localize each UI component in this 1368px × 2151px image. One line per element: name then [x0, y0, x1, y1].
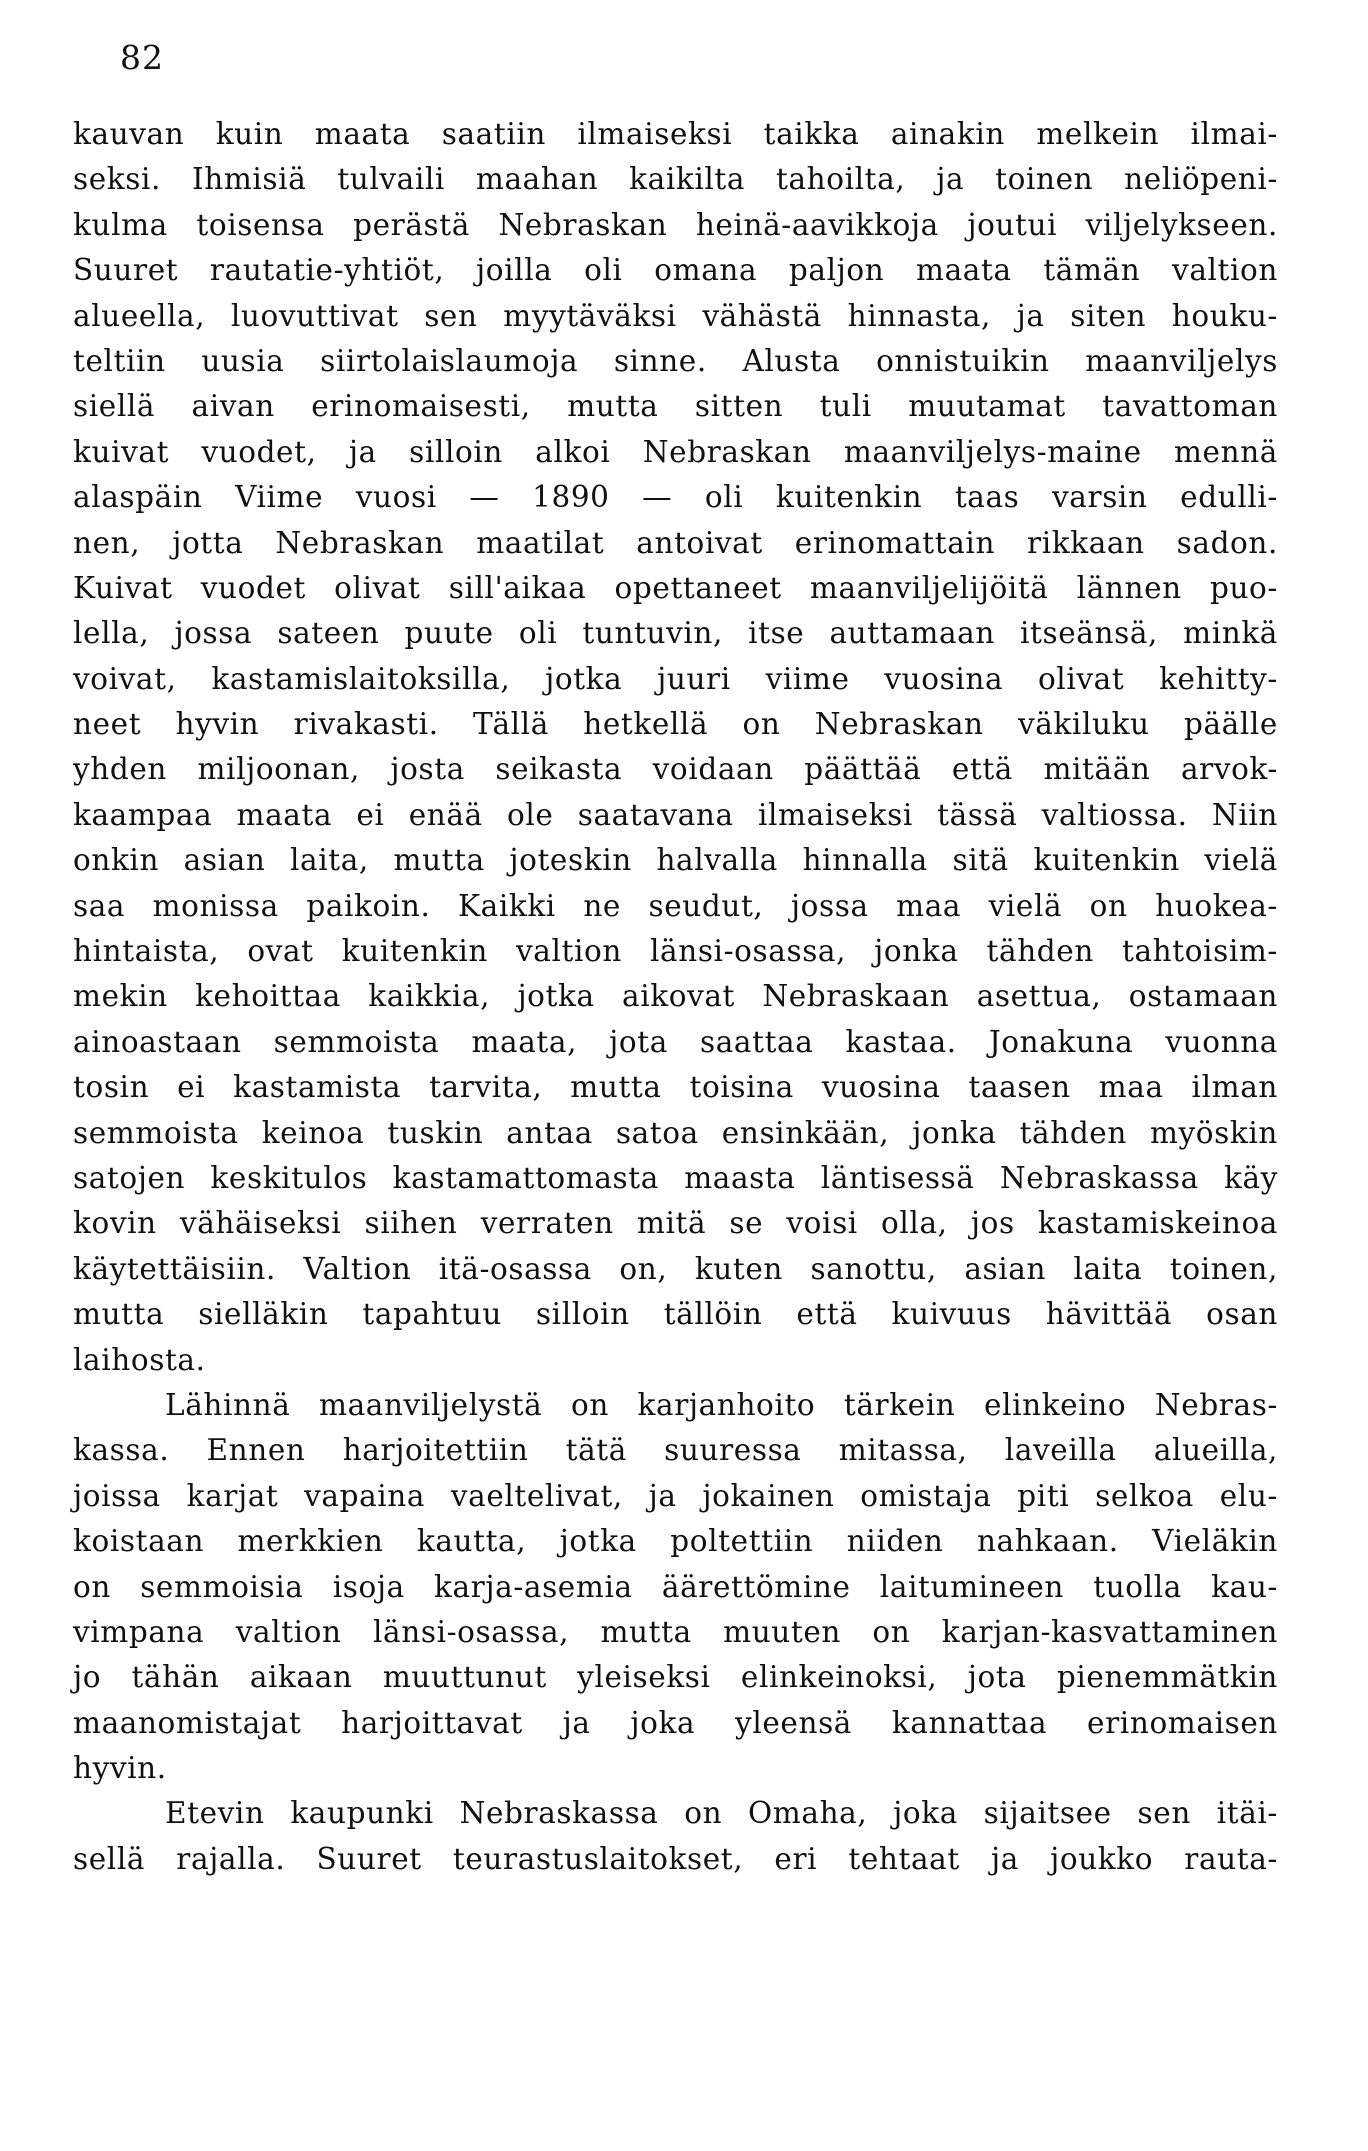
text-line: mutta sielläkin tapahtuu silloin tällöin että kuivuus hävittää osan	[73, 1297, 1278, 1332]
text-line: käytettäisiin. Valtion itä-osassa on, kuten sanottu, asian laita toinen,	[73, 1251, 1278, 1286]
text-line: joissa karjat vapaina vaeltelivat, ja jokainen omistaja piti selkoa elu-	[73, 1478, 1278, 1513]
text-line: kuivat vuodet, ja silloin alkoi Nebraskan maanviljelys-maine mennä	[73, 434, 1278, 469]
text-line: siellä aivan erinomaisesti, mutta sitten tuli muutamat tavattoman	[73, 389, 1278, 424]
text-line: Etevin kaupunki Nebraskassa on Omaha, joka sijaitsee sen itäi-	[165, 1796, 1278, 1831]
text-line: sellä rajalla. Suuret teurastuslaitokset, eri tehtaat ja joukko rauta-	[73, 1841, 1278, 1876]
page-number: 82	[120, 38, 164, 77]
text-line: Kuivat vuodet olivat sill'aikaa opettaneet maanviljelijöitä lännen puo-	[73, 570, 1278, 605]
text-line: jo tähän aikaan muuttunut yleiseksi elinkeinoksi, jota pienemmätkin	[73, 1660, 1278, 1695]
text-line: kaampaa maata ei enää ole saatavana ilmaiseksi tässä valtiossa. Niin	[73, 797, 1278, 832]
text-line: alaspäin Viime vuosi — 1890 — oli kuitenkin taas varsin edulli-	[73, 480, 1278, 515]
text-line: alueella, luovuttivat sen myytäväksi vähästä hinnasta, ja siten houku-	[73, 298, 1278, 333]
text-line: neet hyvin rivakasti. Tällä hetkellä on Nebraskan väkiluku päälle	[73, 707, 1278, 742]
text-line: tosin ei kastamista tarvita, mutta toisina vuosina taasen maa ilman	[73, 1070, 1278, 1105]
text-line: onkin asian laita, mutta joteskin halvalla hinnalla sitä kuitenkin vielä	[73, 843, 1278, 878]
text-line: laihosta.	[73, 1342, 206, 1377]
text-line: hyvin.	[73, 1751, 167, 1786]
text-line: nen, jotta Nebraskan maatilat antoivat erinomattain rikkaan sadon.	[73, 525, 1278, 560]
text-line: koistaan merkkien kautta, jotka poltettiin niiden nahkaan. Vieläkin	[73, 1524, 1278, 1559]
text-line: Suuret rautatie-yhtiöt, joilla oli omana paljon maata tämän valtion	[73, 253, 1278, 288]
text-line: teltiin uusia siirtolaislaumoja sinne. Alusta onnistuikin maanviljelys	[73, 343, 1278, 378]
text-line: maanomistajat harjoittavat ja joka yleensä kannattaa erinomaisen	[73, 1705, 1278, 1740]
text-line: voivat, kastamislaitoksilla, jotka juuri viime vuosina olivat kehitty-	[73, 661, 1278, 696]
text-line: yhden miljoonan, josta seikasta voidaan päättää että mitään arvok-	[73, 752, 1278, 787]
text-line: kauvan kuin maata saatiin ilmaiseksi taikka ainakin melkein ilmai-	[73, 117, 1278, 151]
text-line: hintaista, ovat kuitenkin valtion länsi-osassa, jonka tähden tahtoisim-	[73, 934, 1278, 969]
text-line: on semmoisia isoja karja-asemia äärettömine laitumineen tuolla kau-	[73, 1569, 1278, 1604]
body-text	[73, 112, 1278, 1882]
text-line: mekin kehoittaa kaikkia, jotka aikovat Nebraskaan asettua, ostamaan	[73, 979, 1278, 1014]
text-line: Lähinnä maanviljelystä on karjanhoito tärkein elinkeino Nebras-	[165, 1387, 1278, 1422]
text-line: saa monissa paikoin. Kaikki ne seudut, jossa maa vielä on huokea-	[73, 888, 1278, 923]
text-line: kulma toisensa perästä Nebraskan heinä-aavikkoja joutui viljelykseen.	[73, 207, 1278, 242]
text-line: seksi. Ihmisiä tulvaili maahan kaikilta tahoilta, ja toinen neliöpeni-	[73, 162, 1278, 197]
text-line: satojen keskitulos kastamattomasta maasta läntisessä Nebraskassa käy	[73, 1160, 1278, 1195]
text-line: semmoista keinoa tuskin antaa satoa ensinkään, jonka tähden myöskin	[73, 1115, 1278, 1150]
text-line: ainoastaan semmoista maata, jota saattaa kastaa. Jonakuna vuonna	[73, 1024, 1278, 1059]
text-line: lella, jossa sateen puute oli tuntuvin, itse auttamaan itseänsä, minkä	[73, 616, 1278, 651]
text-line: vimpana valtion länsi-osassa, mutta muuten on karjan-kasvattaminen	[73, 1614, 1278, 1649]
text-line: kovin vähäiseksi siihen verraten mitä se voisi olla, jos kastamiskeinoa	[73, 1206, 1278, 1241]
text-line: kassa. Ennen harjoitettiin tätä suuressa mitassa, laveilla alueilla,	[73, 1433, 1278, 1468]
